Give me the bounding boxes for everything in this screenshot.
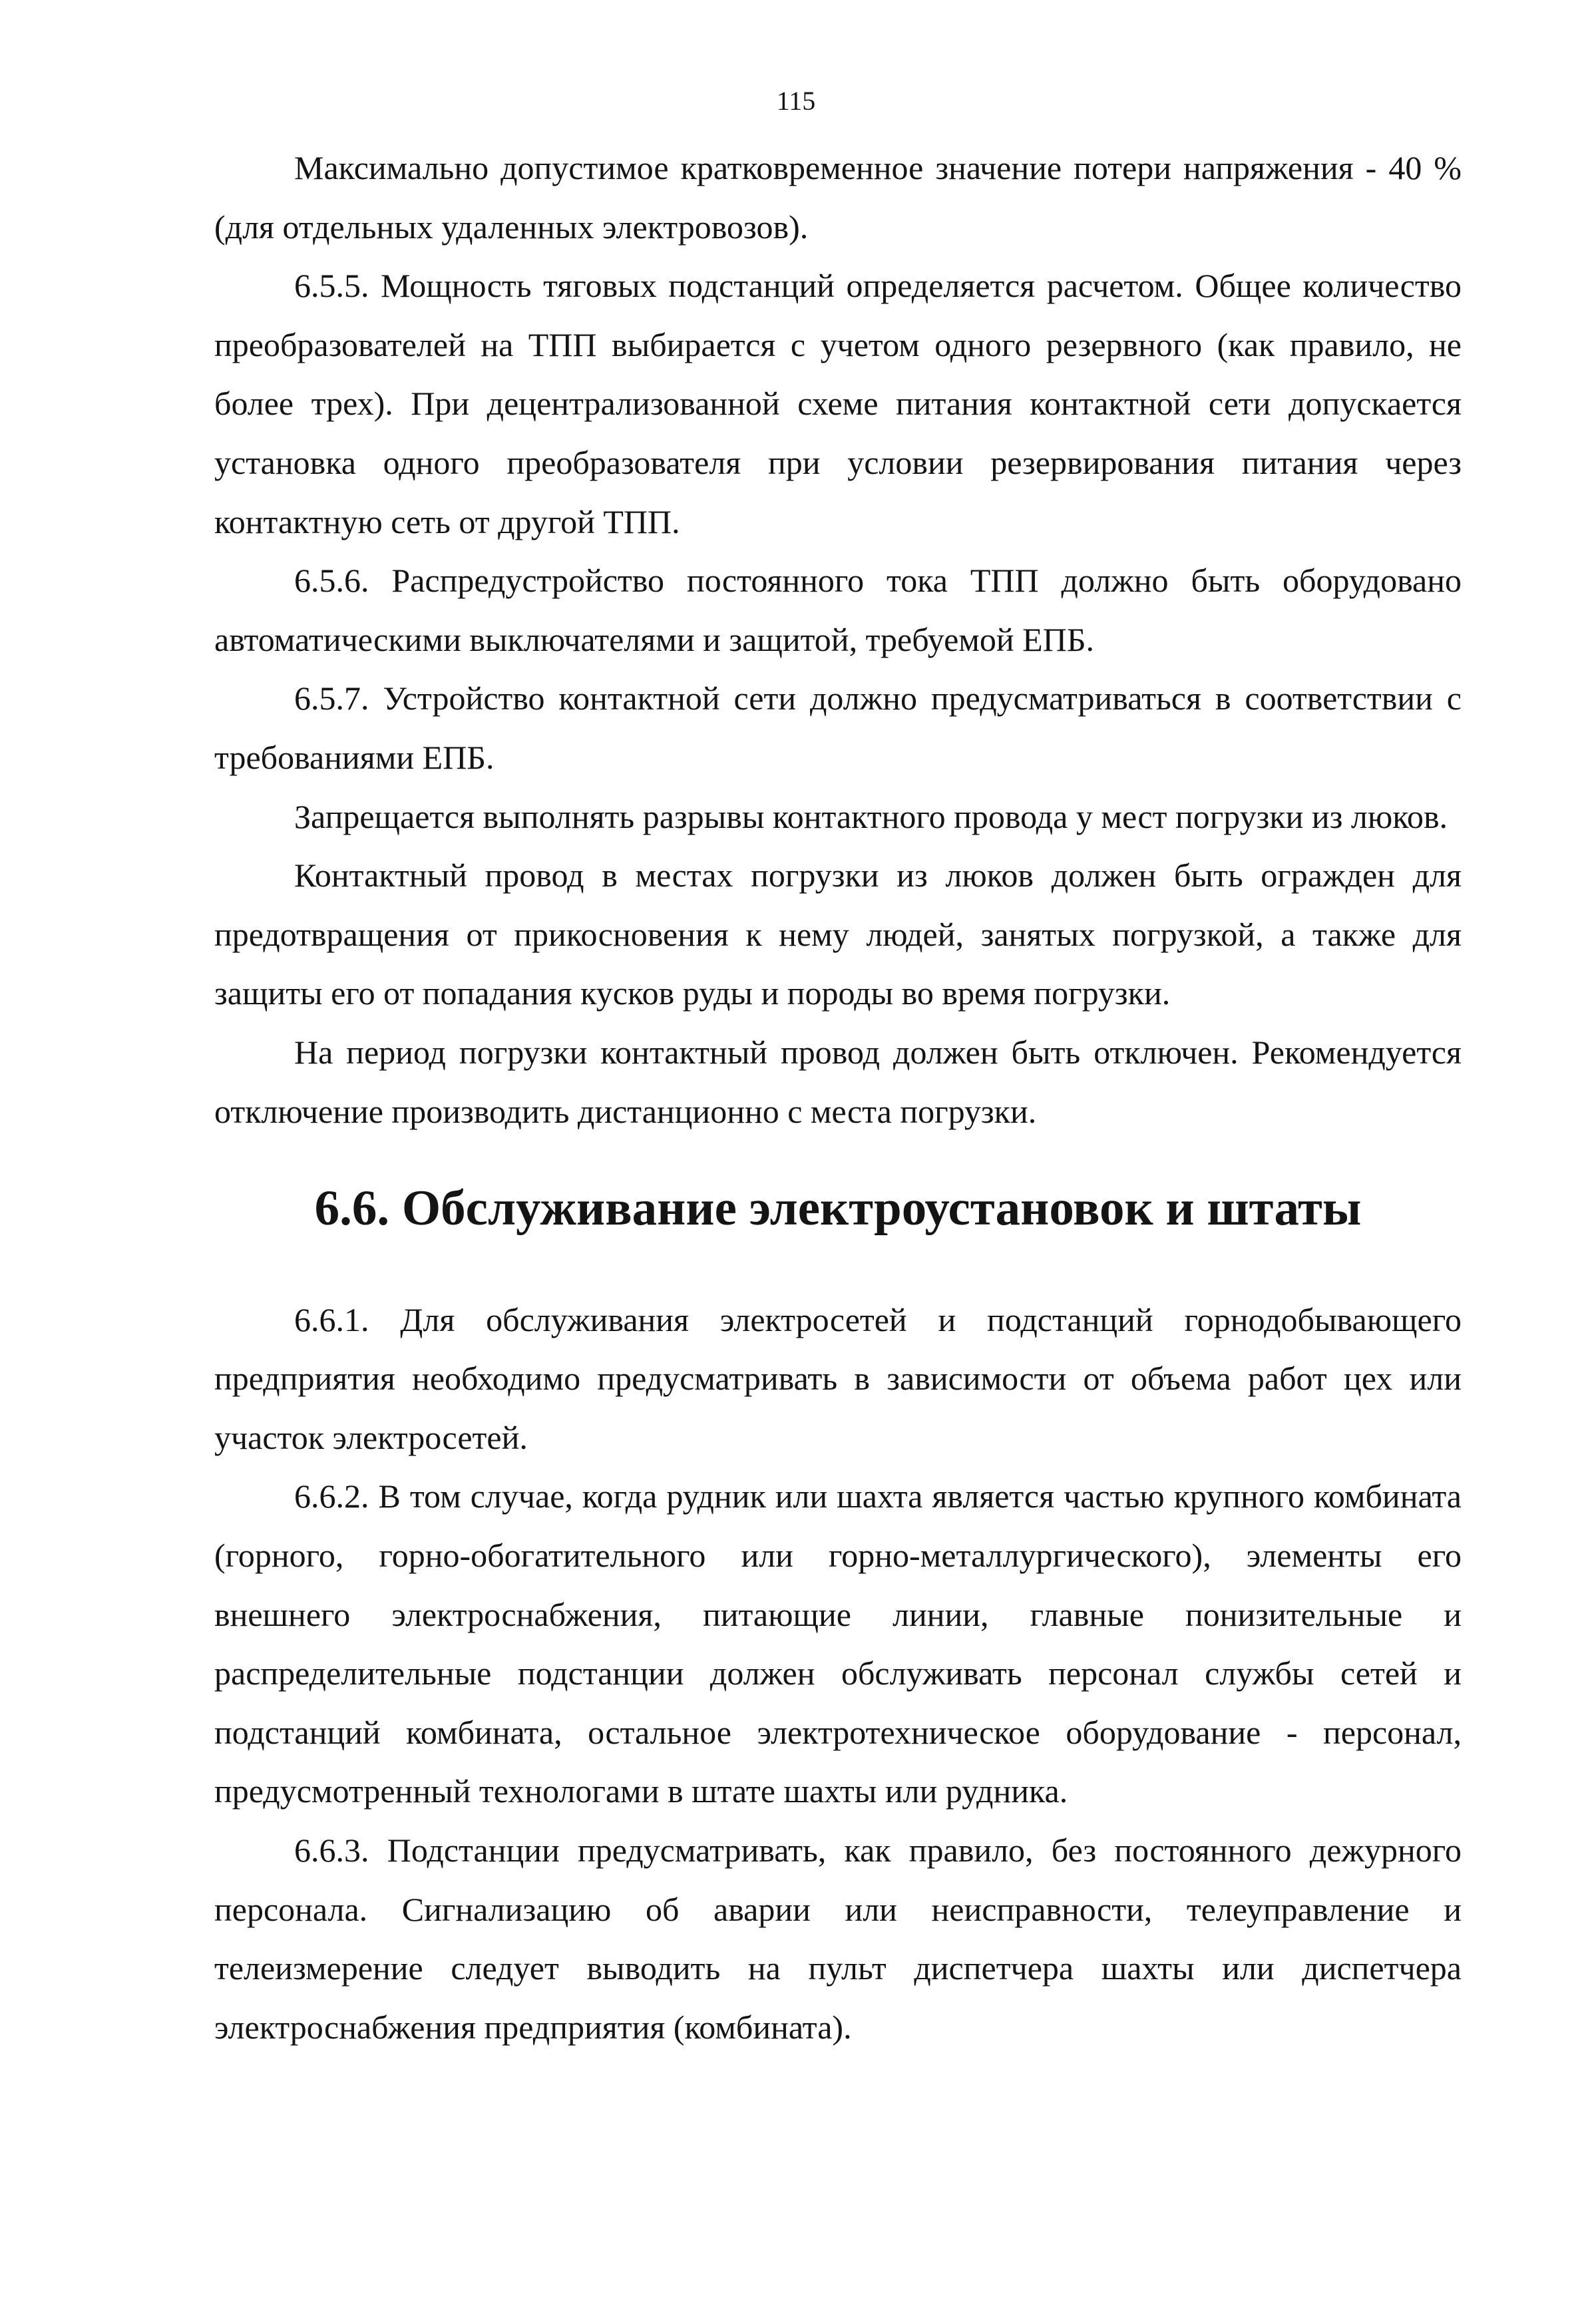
- document-body: [214, 138, 1462, 2056]
- paragraph-6-6-1: 6.6.1. Для обслуживания электросетей и подстанций горнодобывающего предприятия необходимо предусматривать в зависимости от объема работ цех или участок электросетей.: [214, 1300, 1462, 1456]
- paragraph-hatch-prohibition: Запрещается выполнять разрывы контактного провода у мест погрузки из люков.: [294, 797, 1448, 835]
- paragraph-loading-disconnect: На период погрузки контактный провод должен быть отключен. Рекомендуется отключение производить дистанционно с места погрузки.: [214, 1033, 1462, 1130]
- paragraph-voltage-loss: Максимально допустимое кратковременное значение потери напряжения - 40 % (для отдельных удаленных электровозов).: [214, 149, 1462, 246]
- paragraph-hatch-fencing: Контактный провод в местах погрузки из люков должен быть огражден для предотвращения от прикосновения к нему людей, занятых погрузкой, а также для защиты его от попадания кусков руды и породы во время погрузки.: [214, 857, 1462, 1012]
- section-heading: 6.6. Обслуживание электроустановок и штаты: [314, 1181, 1362, 1237]
- paragraph-6-5-6: 6.5.6. Распредустройство постоянного тока ТПП должно быть оборудовано автоматическими выключателями и защитой, требуемой ЕПБ.: [214, 562, 1462, 658]
- page-number: 115: [776, 86, 816, 116]
- paragraph-6-5-5: 6.5.5. Мощность тяговых подстанций определяется расчетом. Общее количество преобразователей на ТПП выбирается с учетом одного резервного (как правило, не более трех). При децентрализованной схеме питания контактной сети допускается установка одного преобразователя при условии резервирования питания через контактную сеть от другой ТПП.: [214, 267, 1462, 540]
- paragraph-6-6-2: 6.6.2. В том случае, когда рудник или шахта является частью крупного комбината (горного, горно-обогатительного или горно-металлургического), элементы его внешнего электроснабжения, питающие линии, главные понизительные и распределительные подстанции должен обслуживать персонал службы сетей и подстанций комбината, остальное электротехническое оборудование - персонал, предусмотренный технологами в штате шахты или рудника.: [214, 1477, 1462, 1810]
- paragraph-6-6-3: 6.6.3. Подстанции предусматривать, как правило, без постоянного дежурного персонала. Сигнализацию об аварии или неисправности, телеуправление и телеизмерение следует выводить на пульт диспетчера шахты или диспетчера электроснабжения предприятия (комбината).: [214, 1832, 1462, 2046]
- paragraph-6-5-7: 6.5.7. Устройство контактной сети должно предусматриваться в соответствии с требованиями ЕПБ.: [214, 679, 1462, 776]
